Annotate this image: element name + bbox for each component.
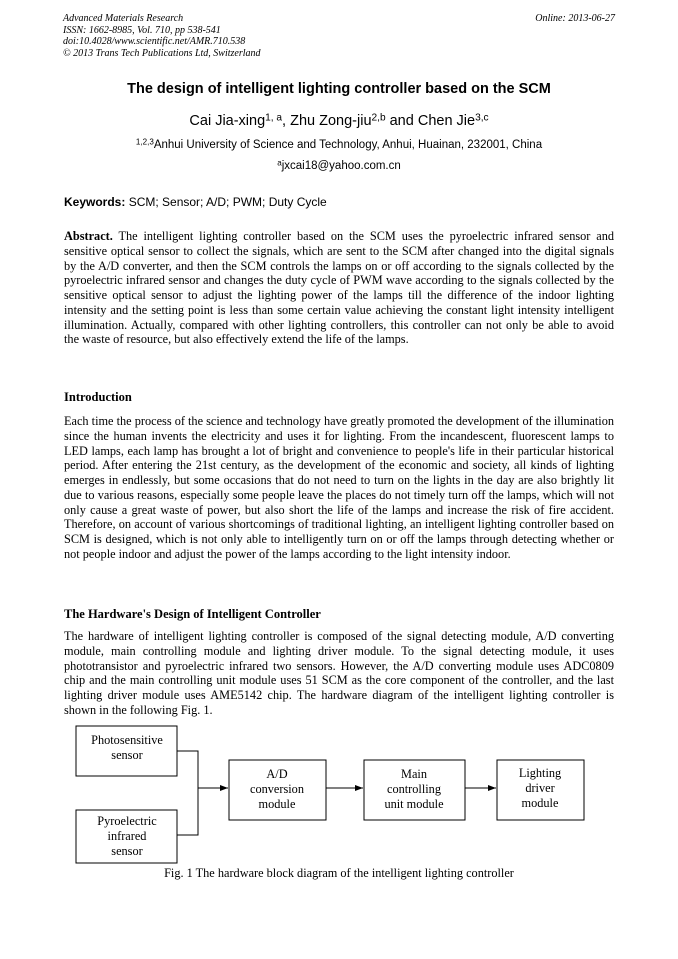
pyroelectric-label-1: Pyroelectric xyxy=(97,814,157,828)
driver-label-2: driver xyxy=(525,781,555,795)
main-label-3: unit module xyxy=(384,797,444,811)
author-name: Cai Jia-xing xyxy=(189,113,266,129)
ad-label-2: conversion xyxy=(250,782,304,796)
sensor-bracket-line xyxy=(177,751,198,835)
abstract xyxy=(64,229,614,347)
paper-title: The design of intelligent lighting controller based on the SCM xyxy=(127,81,551,97)
keywords xyxy=(64,195,327,209)
introduction-heading: Introduction xyxy=(64,390,132,404)
main-label-2: controlling xyxy=(387,782,441,796)
affiliation-sup: 1,2,3 xyxy=(135,137,154,147)
email-text: jxcai18@yahoo.com.cn xyxy=(281,160,401,172)
hardware-text: The hardware of intelligent lighting controller is composed of the signal detecting module, A/D converting module, main controlling module and lighting driver module. To the signal detecting module, it uses phototransistor and pyroelectric infrared two sensors. However, the A/D converting module uses ADC0809 chip and the main controlling unit module uses 51 SCM as the core component of the controller, and the last lighting driver module uses AME5142 chip. The hardware diagram of the intelligent lighting controller is shown in the following Fig. 1. xyxy=(64,629,614,717)
issn-line: ISSN: 1662-8985, Vol. 710, pp 538-541 xyxy=(63,24,221,36)
ad-label-1: A/D xyxy=(266,767,288,781)
author-sup: 1, a xyxy=(265,112,283,124)
email-sup: a xyxy=(277,158,282,168)
copyright-line: © 2013 Trans Tech Publications Ltd, Switzerland xyxy=(63,47,261,59)
doi-line: doi:10.4028/www.scientific.net/AMR.710.538 xyxy=(63,36,246,47)
main-label-1: Main xyxy=(401,767,427,781)
author-list xyxy=(0,113,678,129)
figure-caption: Fig. 1 The hardware block diagram of the intelligent lighting controller xyxy=(164,866,514,880)
introduction-text: Each time the process of the science and technology have greatly promoted the development of the illumination since the human invents the electricity and uses it for lighting. From the incandescent, fluorescent lamps to LED lamps, each lamp has brought a lot of bright and convenience to people's life in their particular historical period. After entering the 21st century, as the development of the economic and society, all kinds of lighting emerges in endlessly, but some occasions that do not need to turn on the lights in the day are also brightly lit due to various reasons, especially some people leave the places do not timely turn off the lamps, which will not only cause a great waste of power, but also short the life of the lamps and increase the risk of fire accident. Therefore, on account of various shortcomings of traditional lighting, an intelligent lighting controller based on SCM is designed, which is not only able to intelligently turn on or off the lamps through detecting whether or not people indoor and adjust the power of the lamps according to the light intensity indoor. xyxy=(64,414,614,561)
author-sup: 3,c xyxy=(475,112,489,124)
journal-name: Advanced Materials Research xyxy=(63,13,184,24)
photosensitive-label-2: sensor xyxy=(111,748,143,762)
driver-label-3: module xyxy=(521,796,559,810)
pyroelectric-label-3: sensor xyxy=(111,844,143,858)
email-line xyxy=(0,160,678,172)
abstract-text: The intelligent lighting controller based on the SCM uses the pyroelectric infrared sensor and sensitive optical sensor to collect the signals, which are sent to the SCM after changed into the digital signals by the A/D converter, and then the SCM controls the lamps on or off according to the signals collected by the pyroelectric infrared sensor and changes the duty cycle of PWM wave according to the signals collected by the sensitive optical sensor to adjust the lighting power of the lamps till the difference of the indoor lighting intensity and the setting point is less than some certain value achieving the constant light intensity intelligent illumination. Actually, compared with other lighting controllers, this controller can not only be able to avoid the waste of resource, but also effectively extend the life of the lamps. xyxy=(64,229,614,347)
hardware-heading: The Hardware's Design of Intelligent Controller xyxy=(64,607,321,621)
author-name: Chen Jie xyxy=(417,113,476,129)
keywords-text: SCM; Sensor; A/D; PWM; Duty Cycle xyxy=(125,195,327,209)
photosensitive-label-1: Photosensitive xyxy=(91,733,163,747)
author-name: Zhu Zong-jiu xyxy=(290,113,372,129)
author-sup: 2,b xyxy=(371,112,386,124)
driver-label-1: Lighting xyxy=(518,766,562,780)
keywords-label: Keywords: xyxy=(64,195,126,209)
pyroelectric-label-2: infrared xyxy=(107,829,147,843)
journal-header xyxy=(63,13,261,59)
hardware-block-diagram xyxy=(0,720,678,870)
abstract-label: Abstract. xyxy=(64,229,113,243)
affiliation-text: Anhui University of Science and Technology, Anhui, Huainan, 232001, China xyxy=(153,139,543,151)
author-sep: and xyxy=(385,113,418,129)
ad-label-3: module xyxy=(258,797,296,811)
online-date: Online: 2013-06-27 xyxy=(535,13,615,24)
affiliation xyxy=(0,139,678,151)
author-sep: , xyxy=(282,113,291,129)
